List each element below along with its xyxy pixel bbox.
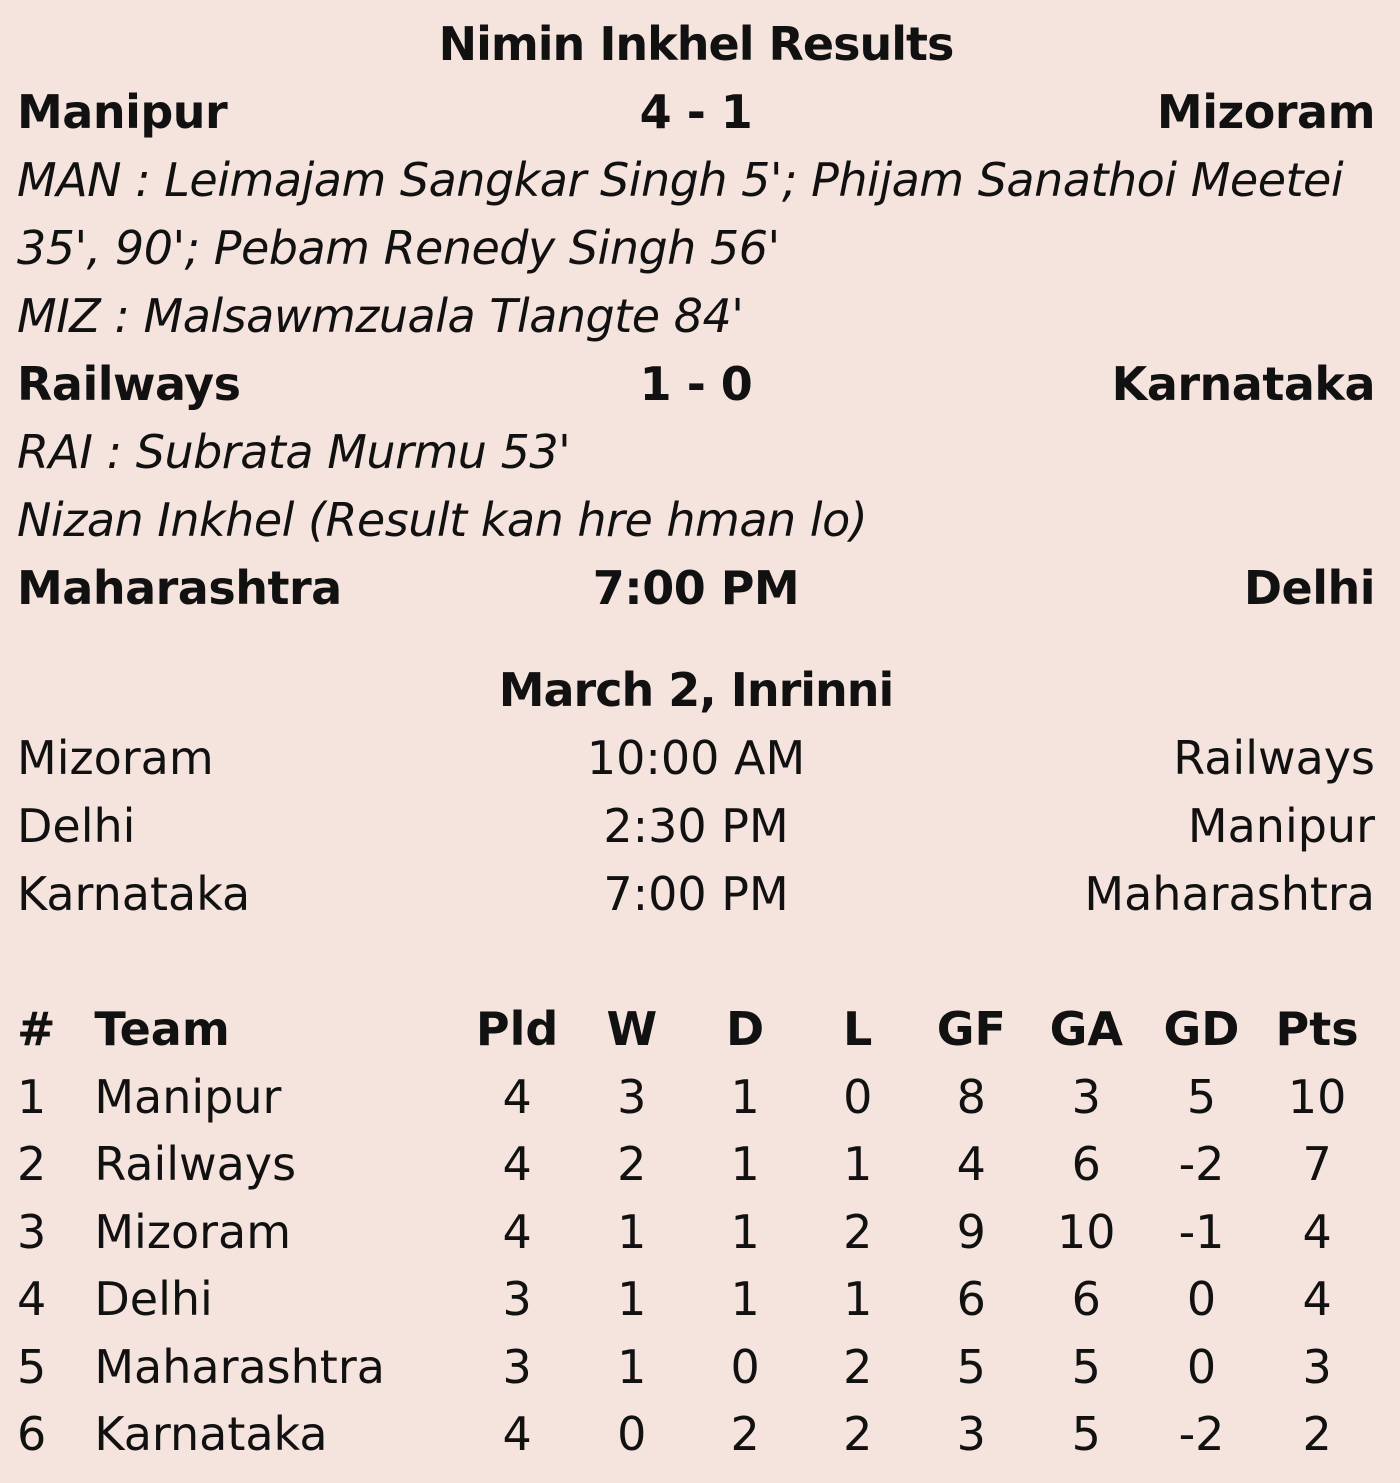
cell-played: 4 (502, 1137, 532, 1191)
cell-played: 4 (502, 1069, 532, 1124)
away-team: Manipur (1187, 799, 1375, 853)
cell-drawn: 0 (730, 1339, 760, 1394)
cell-goals-against: 6 (1071, 1272, 1101, 1326)
cell-played: 4 (502, 1407, 532, 1461)
cell-position: 1 (17, 1069, 47, 1124)
scorers-list (17, 418, 1375, 554)
home-team: Manipur (17, 85, 228, 139)
scorer-line: RAI : Subrata Murmu 53' (17, 425, 571, 479)
fixture-row (17, 724, 1375, 792)
home-team: Delhi (17, 799, 136, 853)
scorer-line: MIZ : Malsawmzuala Tlangte 84' (17, 289, 744, 343)
match-score: 4 - 1 (639, 85, 753, 139)
spacer (17, 928, 1375, 996)
home-team: Maharashtra (17, 561, 342, 615)
result-row (17, 350, 1375, 418)
cell-lost: 0 (843, 1069, 873, 1124)
results-page (17, 10, 1375, 1469)
cell-points: 3 (1302, 1339, 1332, 1394)
cell-goal-difference: 5 (1186, 1069, 1217, 1124)
scorer-line: MAN : Leimajam Sangkar Singh 5'; Phijam Sanathoi Meetei (17, 153, 1344, 207)
col-header-lost: L (843, 1002, 873, 1056)
cell-position: 4 (17, 1272, 47, 1326)
cell-drawn: 2 (730, 1407, 760, 1461)
home-team: Karnataka (17, 867, 251, 921)
cell-lost: 2 (843, 1204, 873, 1259)
col-header-drawn: D (726, 1002, 765, 1056)
cell-points: 2 (1302, 1407, 1332, 1461)
spacer (17, 622, 1375, 656)
table-row (17, 1401, 1375, 1469)
result-row (17, 78, 1375, 146)
cell-lost: 2 (843, 1339, 873, 1394)
cell-position: 2 (17, 1137, 47, 1191)
cell-drawn: 1 (730, 1137, 760, 1191)
col-header-team: Team (94, 1002, 230, 1056)
cell-won: 1 (617, 1204, 647, 1259)
table-row (17, 1334, 1375, 1402)
fixture-time: 10:00 AM (586, 731, 806, 785)
cell-goal-difference: 0 (1186, 1272, 1217, 1326)
table-row (17, 1266, 1375, 1334)
cell-position: 6 (17, 1407, 47, 1461)
col-header-won: W (606, 1002, 658, 1056)
cell-lost: 1 (843, 1272, 873, 1326)
cell-team: Mizoram (94, 1204, 292, 1259)
scorer-line: Nizan Inkhel (Result kan hre hman lo) (17, 493, 868, 547)
cell-drawn: 1 (730, 1204, 760, 1259)
table-row (17, 1131, 1375, 1199)
cell-goals-for: 4 (956, 1137, 986, 1191)
away-team: Mizoram (1156, 85, 1375, 139)
fixture-row (17, 792, 1375, 860)
away-team: Maharashtra (1084, 867, 1375, 921)
cell-team: Railways (94, 1137, 297, 1191)
home-team: Railways (17, 357, 241, 411)
cell-goals-against: 6 (1071, 1137, 1101, 1191)
result-row (17, 554, 1375, 622)
cell-goals-for: 9 (956, 1204, 986, 1259)
home-team: Mizoram (17, 731, 214, 785)
away-team: Delhi (1243, 561, 1375, 615)
page-title: Nimin Inkhel Results (438, 17, 954, 71)
cell-played: 4 (502, 1204, 532, 1259)
cell-position: 5 (17, 1339, 47, 1394)
cell-goals-against: 3 (1071, 1069, 1101, 1124)
cell-goals-for: 6 (956, 1272, 986, 1326)
col-header-goals-against: GA (1049, 1002, 1123, 1056)
fixture-time: 7:00 PM (603, 867, 789, 921)
cell-won: 2 (617, 1137, 647, 1191)
cell-goal-difference: -2 (1178, 1407, 1225, 1461)
cell-goals-for: 8 (956, 1069, 986, 1124)
cell-team: Maharashtra (94, 1339, 385, 1394)
cell-goals-against: 10 (1057, 1204, 1116, 1259)
cell-won: 0 (617, 1407, 647, 1461)
cell-won: 1 (617, 1339, 647, 1394)
cell-points: 4 (1302, 1272, 1332, 1326)
col-header-played: Pld (475, 1002, 559, 1056)
away-team: Railways (1173, 731, 1375, 785)
fixture-row (17, 860, 1375, 928)
cell-drawn: 1 (730, 1272, 760, 1326)
cell-goals-for: 3 (956, 1407, 986, 1461)
cell-points: 7 (1302, 1137, 1332, 1191)
scorers-list (17, 146, 1375, 350)
cell-won: 3 (617, 1069, 647, 1124)
table-row (17, 1199, 1375, 1267)
cell-team: Delhi (94, 1272, 213, 1326)
cell-team: Manipur (94, 1069, 282, 1124)
cell-won: 1 (617, 1272, 647, 1326)
cell-drawn: 1 (730, 1069, 760, 1124)
cell-goal-difference: -1 (1178, 1204, 1225, 1259)
cell-goal-difference: -2 (1178, 1137, 1225, 1191)
scorer-line: 35', 90'; Pebam Renedy Singh 56' (17, 221, 780, 275)
away-team: Karnataka (1111, 357, 1375, 411)
fixture-time: 2:30 PM (603, 799, 789, 853)
match-time: 7:00 PM (592, 561, 800, 615)
col-header-position: # (17, 1002, 56, 1056)
cell-team: Karnataka (94, 1407, 328, 1461)
cell-points: 10 (1287, 1069, 1347, 1124)
fixtures-heading: March 2, Inrinni (498, 663, 894, 717)
standings-header-row (17, 996, 1375, 1064)
cell-goal-difference: 0 (1186, 1339, 1217, 1394)
cell-lost: 1 (843, 1137, 873, 1191)
cell-goals-against: 5 (1071, 1339, 1101, 1394)
cell-goals-against: 5 (1071, 1407, 1101, 1461)
match-score: 1 - 0 (639, 357, 753, 411)
col-header-goals-for: GF (936, 1002, 1006, 1056)
col-header-goal-difference: GD (1163, 1002, 1240, 1056)
col-header-points: Pts (1275, 1002, 1359, 1056)
table-row (17, 1064, 1375, 1132)
cell-lost: 2 (843, 1407, 873, 1461)
cell-points: 4 (1302, 1204, 1332, 1259)
cell-played: 3 (502, 1272, 532, 1326)
standings-table (17, 996, 1375, 1469)
cell-position: 3 (17, 1204, 47, 1259)
cell-played: 3 (502, 1339, 532, 1394)
cell-goals-for: 5 (956, 1339, 986, 1394)
